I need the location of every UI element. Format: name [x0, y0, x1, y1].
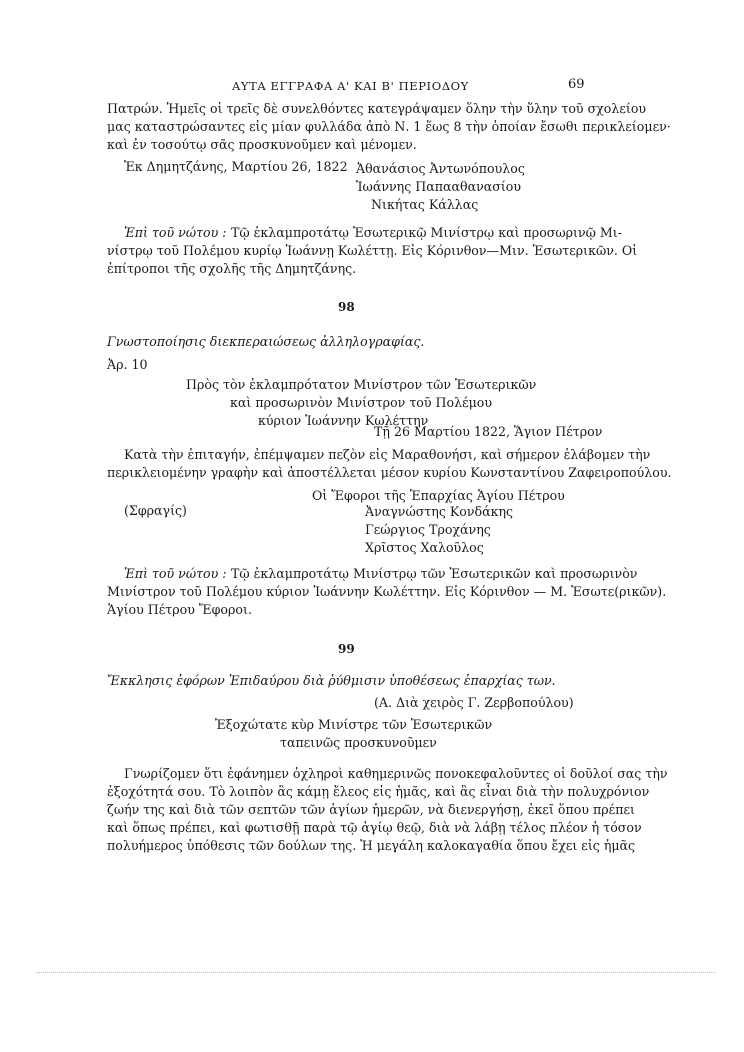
doc98-verso-line-2: Μινίστρον τοῦ Πολέμου κύριον Ἰωάννην Κωλέττην. Εἰς Κόρινθον — Μ. Ἐσωτε(ρικῶν). — [107, 584, 667, 599]
page-number: 69 — [568, 77, 585, 92]
doc97-verso-label: Ἐπὶ τοῦ νώτου : — [124, 225, 227, 240]
doc99-title: Ἔκκλησις ἐφόρων Ἐπιδαύρου διὰ ῥύθμισιν ὑποθέσεως ἐπαρχίας των. — [107, 673, 556, 688]
doc98-title: Γνωστοποίησις διεκπεραιώσεως ἀλληλογραφίας. — [107, 334, 425, 349]
doc98-address-1: Πρὸς τὸν ἐκλαμπρότατον Μινίστρον τῶν Ἐσωτερικῶν — [186, 377, 537, 392]
doc98-signatory-title: Οἱ Ἔφοροι τῆς Ἐπαρχίας Ἁγίου Πέτρου — [312, 488, 565, 503]
doc99-body-line-3: ζωήν της καὶ διὰ τῶν σεπτῶν τῶν ἁγίων ἡμερῶν, νὰ διενεργήσῃ, ἐκεῖ ὅπου πρέπει — [107, 802, 635, 817]
doc98-verso-line-3: Ἁγίου Πέτρου Ἔφοροι. — [107, 602, 252, 617]
doc98-address-3: κύριον Ἰωάννην Κωλέττην — [258, 413, 429, 428]
doc97-verso-line-2: νίστρῳ τοῦ Πολέμου κυρίῳ Ἰωάννῃ Κωλέττῃ. Εἰς Κόρινθον—Μιν. Ἐσωτερικῶν. Οἱ — [107, 243, 638, 258]
doc99-salutation-2: ταπεινῶς προσκυνοῦμεν — [280, 735, 437, 750]
doc98-date-line: Τῇ 26 Μαρτίου 1822, Ἅγιον Πέτρον — [374, 424, 603, 439]
doc97-line-1: Πατρών. Ἡμεῖς οἱ τρεῖς δὲ συνελθόντες κατεγράψαμεν ὅλην τὴν ὕλην τοῦ σχολείου — [107, 101, 647, 116]
doc98-number: 98 — [338, 300, 355, 314]
doc97-place-date: Ἐκ Δημητζάνης, Μαρτίου 26, 1822 — [124, 159, 348, 174]
doc98-body-line-2: περικλειομένην γραφὴν καὶ ἀποστέλλεται μέσον κυρίου Κωνσταντίνου Ζαφειροπούλου. — [107, 465, 672, 480]
doc99-hand-note: (Α. Διὰ χειρὸς Γ. Ζερβοπούλου) — [374, 695, 574, 710]
doc97-signatory-3: Νικήτας Κάλλας — [371, 197, 479, 212]
scan-artifact-line — [36, 972, 716, 974]
doc99-body-line-1: Γνωρίζομεν ὅτι ἐφάνημεν ὀχληροὶ καθημερινῶς πονοκεφαλοῦντες οἱ δοῦλοί σας τὴν — [124, 766, 668, 781]
doc99-body-line-5: πολυήμερος ὑπόθεσις τῶν δούλων της. Ἡ μεγάλη καλοκαγαθία ὅπου ἔχει εἰς ἡμᾶς — [107, 838, 636, 853]
doc97-verso-line-1: Τῷ ἐκλαμπροτάτῳ Ἐσωτερικῷ Μινίστρῳ καὶ προσωρινῷ Μι- — [231, 225, 623, 240]
doc97-signatory-1: Ἀθανάσιος Ἀντωνόπουλος — [356, 161, 525, 176]
doc98-signatory-3: Χρῖστος Χαλοῦλος — [365, 540, 484, 555]
doc99-body-line-2: ἐξοχότητά σου. Τὸ λοιπὸν ἂς κάμῃ ἔλεος εἰς ἡμᾶς, καὶ ἂς εἶναι διὰ τὴν πολυχρόνιον — [107, 784, 650, 799]
doc98-signatory-2: Γεώργιος Τροχάνης — [365, 522, 491, 537]
doc98-signatory-1: Ἀναγνώστης Κονδάκης — [365, 504, 514, 519]
doc98-body-line-1: Κατὰ τὴν ἐπιταγήν, ἐπέμψαμεν πεζὸν εἰς Μαραθονήσι, καὶ σήμερον ἐλάβομεν τὴν — [124, 447, 651, 462]
doc99-body-line-4: καὶ ὅπως πρέπει, καὶ φωτισθῇ παρὰ τῷ ἁγίῳ θεῷ, διὰ νὰ λάβῃ τέλος πλέον ἡ τόσον — [107, 820, 642, 835]
doc97-signatory-2: Ἰωάννης Παπααθανασίου — [356, 179, 522, 194]
doc98-seal: (Σφραγίς) — [124, 503, 187, 518]
doc99-number: 99 — [338, 642, 355, 656]
doc98-ref: Ἀρ. 10 — [107, 357, 148, 372]
doc99-salutation-1: Ἐξοχώτατε κὺρ Μινίστρε τῶν Ἐσωτερικῶν — [215, 717, 493, 732]
doc98-address-2: καὶ προσωρινὸν Μινίστρον τοῦ Πολέμου — [230, 395, 493, 410]
doc97-line-3: καὶ ἐν τοσούτῳ σᾶς προσκυνοῦμεν καὶ μένομεν. — [107, 137, 417, 152]
doc98-verso-label: Ἐπὶ τοῦ νώτου : — [124, 566, 227, 581]
doc97-verso-line-3: ἐπίτροποι τῆς σχολῆς τῆς Δημητζάνης. — [107, 261, 357, 276]
running-title: ΑΥΤΑ ΕΓΓΡΑΦΑ Α' ΚΑΙ Β' ΠΕΡΙΟΔΟΥ — [232, 79, 469, 93]
doc97-line-2: μας καταστρώσαντες εἰς μίαν φυλλάδα ἀπὸ Ν. 1 ἕως 8 τὴν ὁποίαν ἔσωθι περικλείομεν· — [107, 119, 671, 134]
doc98-verso-line-1: Τῷ ἐκλαμπροτάτῳ Μινίστρῳ τῶν Ἐσωτερικῶν καὶ προσωρινὸν — [231, 566, 638, 581]
